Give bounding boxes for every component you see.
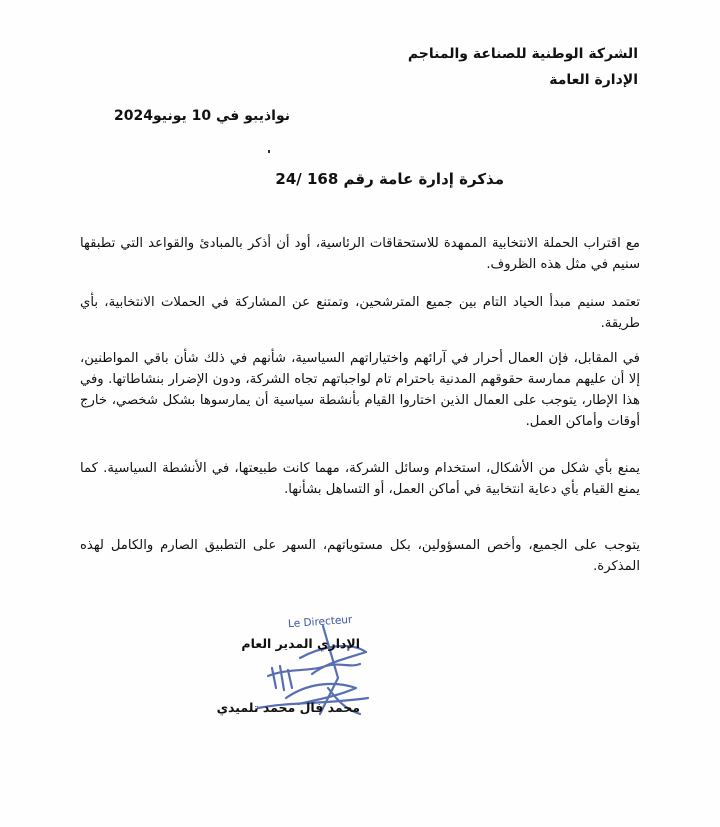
- paragraph-prohibition: يمنع بأي شكل من الأشكال، استخدام وسائل الشركة، مهما كانت طبيعتها، في الأنشطة السياسية. كما يمنع القيام بأي دعاية انتخابية في أماكن العمل، أو التساهل بشأنها.: [80, 461, 640, 497]
- paragraph-workers-rights: في المقابل، فإن العمال أحرار في آرائهم واختياراتهم السياسية، شأنهم في ذلك شأن باقي المواطنين، إلا أن عليهم ممارسة حقوقهم المدنية باحترام تام لواجباتهم تجاه الشركة، ودون الإضرار بنشاطاتها. وفي هذا الإطار، يتوجب على العمال الذين اختاروا القيام بأنشطة سياسية أن يمارسوها بشكل شخصي، خارج أوقات وأماكن العمل.: [80, 351, 640, 429]
- department-name: الإدارة العامة: [549, 72, 638, 88]
- ink-dot: [268, 150, 270, 153]
- memo-title: مذكرة إدارة عامة رقم 168 /24: [275, 170, 504, 188]
- paragraph-intro: مع اقتراب الحملة الانتخابية الممهدة للاستحقاقات الرئاسية، أود أن أذكر بالمبادئ والقواعد التي تطبقها سنيم في مثل هذه الظروف.: [80, 236, 640, 272]
- signatory-name: محمد فال محمد تلميدي: [216, 700, 360, 715]
- document-date: نواذيبو في 10 يونيو2024: [114, 108, 290, 124]
- organization-name: الشركة الوطنية للصناعة والمناجم: [407, 46, 638, 62]
- paragraph-neutrality: تعتمد سنيم مبدأ الحياد التام بين جميع المترشحين، وتمتنع عن المشاركة في الحملات الانتخابية، بأي طريقة.: [80, 295, 640, 331]
- signatory-title: الإداري المدير العام: [241, 636, 360, 651]
- paragraph-enforcement: يتوجب على الجميع، وأخص المسؤولين، بكل مستوياتهم، السهر على التطبيق الصارم والكامل لهذه المذكرة.: [80, 538, 640, 574]
- stamp-label: Le Directeur: [287, 613, 353, 631]
